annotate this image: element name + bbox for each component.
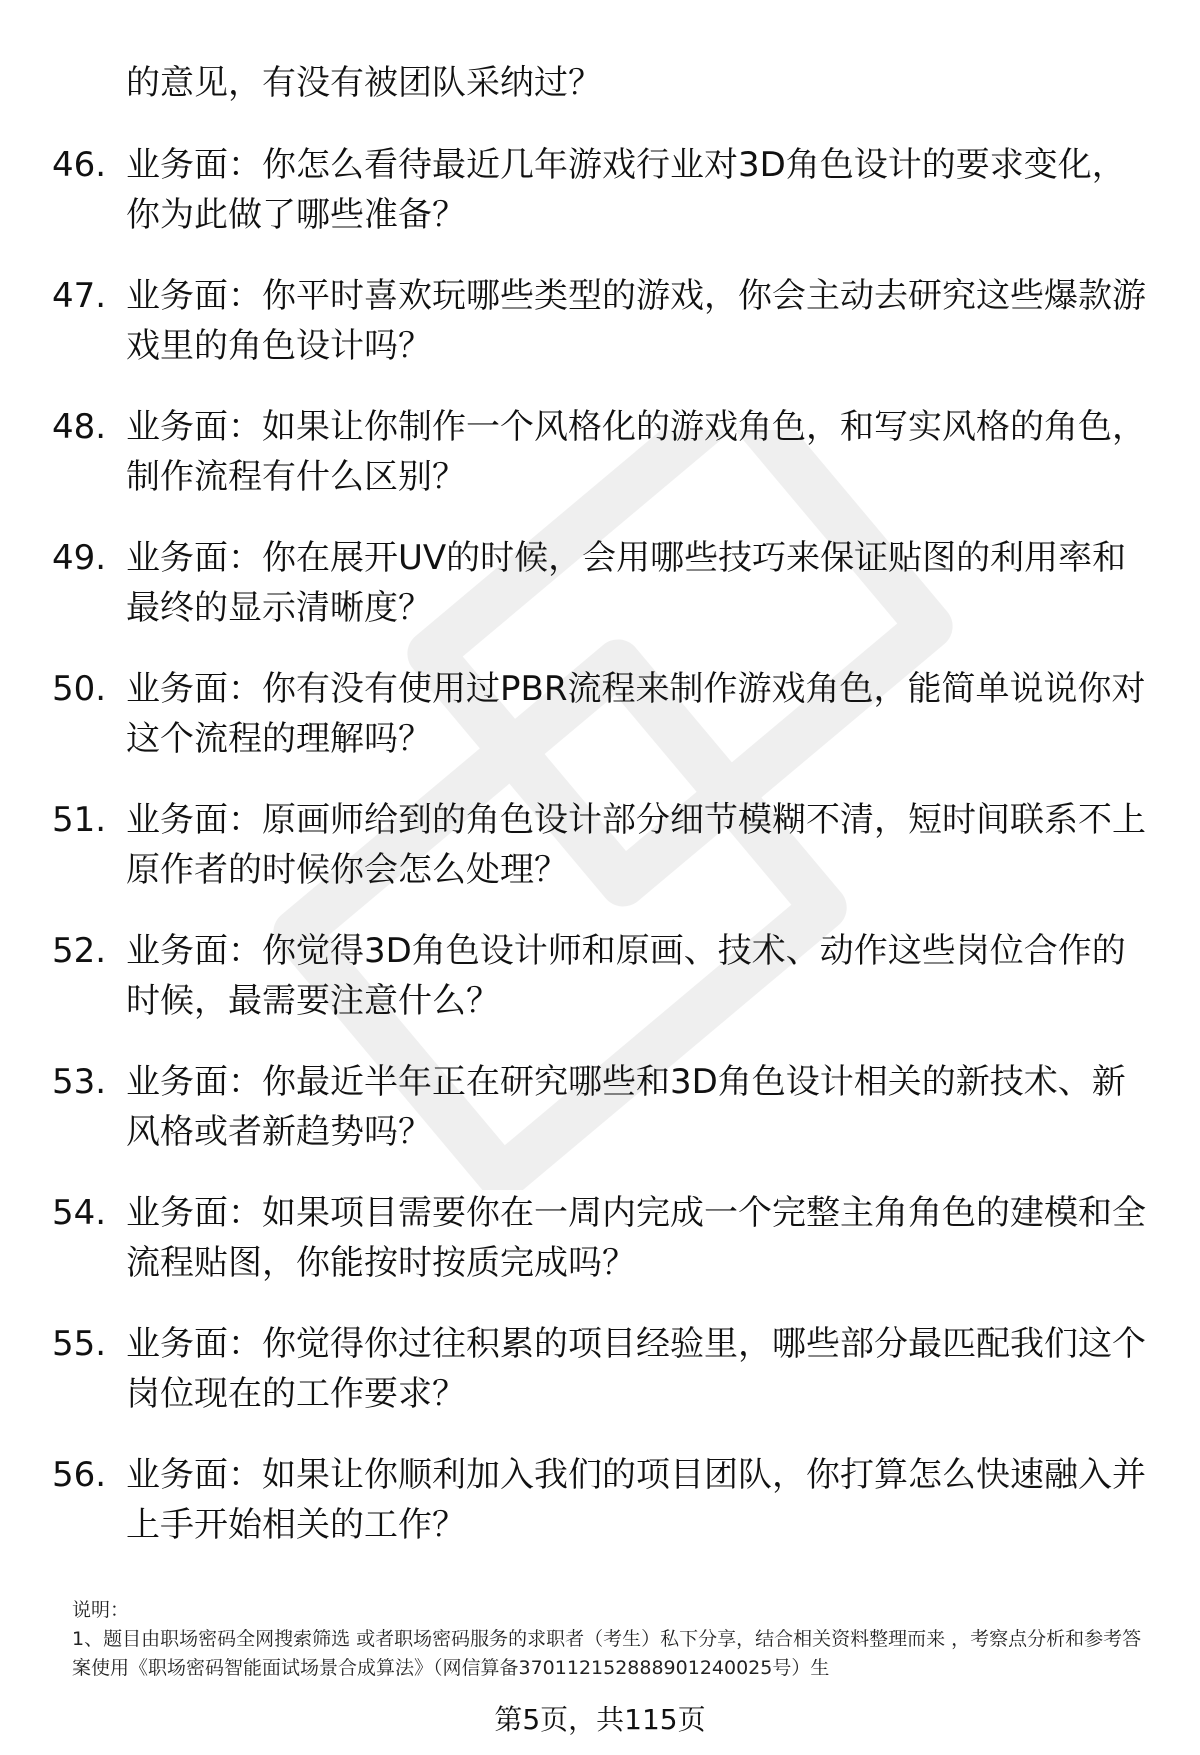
question-number: 48. xyxy=(52,407,107,447)
question-item xyxy=(0,140,1200,271)
question-number: 56. xyxy=(52,1455,107,1495)
question-number: 54. xyxy=(52,1193,107,1233)
question-number: 51. xyxy=(52,800,107,840)
question-list xyxy=(0,140,1200,1581)
question-item xyxy=(0,402,1200,533)
question-item xyxy=(0,271,1200,402)
question-text: 业务面：你最近半年正在研究哪些和3D角色设计相关的新技术、新风格或者新趋势吗？ xyxy=(126,1062,1126,1152)
question-number: 52. xyxy=(52,931,107,971)
question-text: 业务面：你平时喜欢玩哪些类型的游戏，你会主动去研究这些爆款游戏里的角色设计吗？ xyxy=(126,276,1146,366)
question-text: 业务面：如果让你制作一个风格化的游戏角色，和写实风格的角色，制作流程有什么区别？ xyxy=(126,407,1146,497)
question-text: 业务面：你有没有使用过PBR流程来制作游戏角色，能简单说说你对这个流程的理解吗？ xyxy=(126,669,1146,759)
question-item xyxy=(0,1450,1200,1581)
question-text: 业务面：原画师给到的角色设计部分细节模糊不清，短时间联系不上原作者的时候你会怎么处理？ xyxy=(126,800,1146,890)
notes-section xyxy=(72,1596,1152,1683)
question-item xyxy=(0,795,1200,926)
question-item xyxy=(0,533,1200,664)
question-text: 业务面：你在展开UV的时候，会用哪些技巧来保证贴图的利用率和最终的显示清晰度？ xyxy=(126,538,1127,628)
question-number: 46. xyxy=(52,145,107,185)
question-item xyxy=(0,1319,1200,1450)
question-text: 业务面：你觉得你过往积累的项目经验里，哪些部分最匹配我们这个岗位现在的工作要求？ xyxy=(126,1324,1146,1414)
question-text: 业务面：你怎么看待最近几年游戏行业对3D角色设计的要求变化，你为此做了哪些准备？ xyxy=(126,145,1126,235)
question-number: 53. xyxy=(52,1062,107,1102)
question-number: 50. xyxy=(52,669,107,709)
question-item xyxy=(0,664,1200,795)
question-number: 47. xyxy=(52,276,107,316)
page-number: 第5页，共115页 xyxy=(494,1703,706,1736)
question-text: 业务面：如果让你顺利加入我们的项目团队，你打算怎么快速融入并上手开始相关的工作？ xyxy=(126,1455,1146,1545)
question-item xyxy=(0,1188,1200,1319)
question-item xyxy=(0,1057,1200,1188)
notes-line-1: 1、题目由职场密码全网搜索筛选 或者职场密码服务的求职者（考生）私下分享，结合相关资料整理而来 ，考察点分析和参考答案使用《职场密码智能面试场景合成算法》（网信算备370112152888901240025号）生 xyxy=(72,1628,1142,1679)
question-text: 业务面：如果项目需要你在一周内完成一个完整主角角色的建模和全流程贴图，你能按时按质完成吗？ xyxy=(126,1193,1146,1283)
question-item xyxy=(0,926,1200,1057)
question-number: 49. xyxy=(52,538,107,578)
notes-heading: 说明： xyxy=(72,1599,130,1621)
question-continuation-text: 的意见，有没有被团队采纳过？ xyxy=(126,63,602,103)
question-text: 业务面：你觉得3D角色设计师和原画、技术、动作这些岗位合作的时候，最需要注意什么？ xyxy=(126,931,1126,1021)
question-number: 55. xyxy=(52,1324,107,1364)
